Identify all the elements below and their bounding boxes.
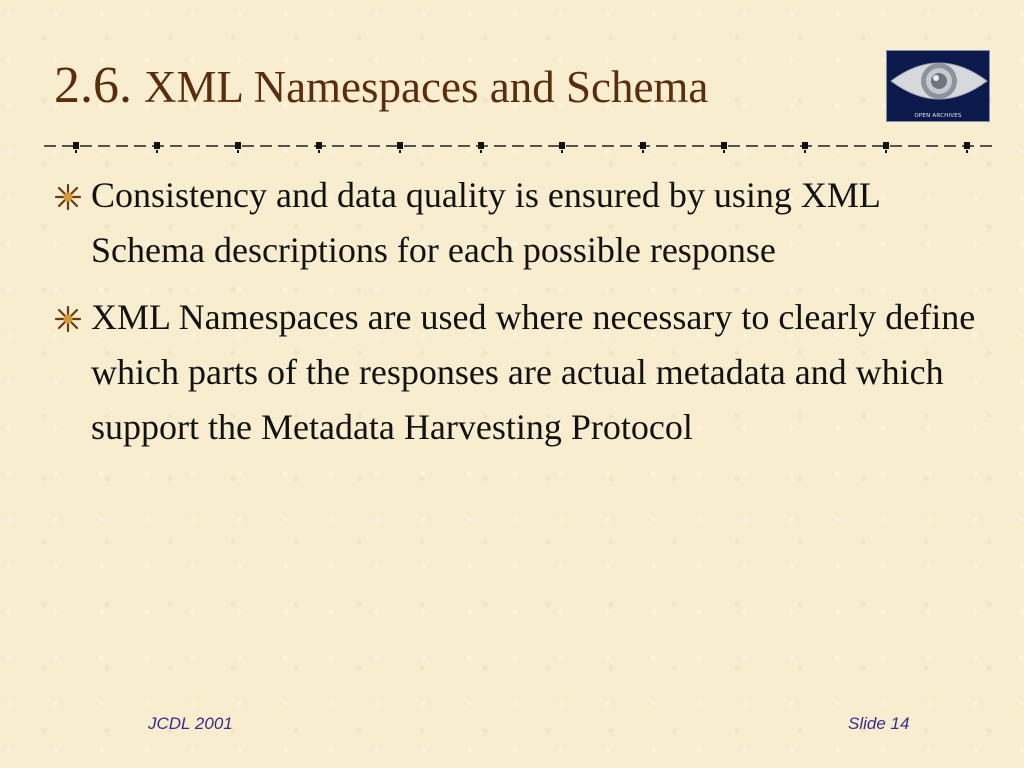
bullet-text: Consistency and data quality is ensured by using XML Schema descriptions for each possible response [91,175,880,270]
bullet-list [54,168,994,467]
eye-logo-icon [887,51,991,111]
slide-title [54,56,708,115]
slide-title-text: XML Namespaces and Schema [144,62,709,112]
slide-title-number: 2.6. [54,57,132,114]
open-archives-logo [886,50,990,122]
star-bullet-icon [54,183,82,211]
bullet-text: XML Namespaces are used where necessary to clearly define which parts of the responses are actual metadata and which support the Metadata Harvesting Protocol [91,297,976,447]
star-bullet-icon [54,305,82,333]
decorative-divider [44,136,992,156]
logo-label: OPEN ARCHIVES [914,113,962,119]
bullet-item [54,290,994,455]
footer-slide-number: Slide 14 [848,714,910,733]
footer-conference: JCDL 2001 [148,714,233,733]
bullet-item [54,168,994,278]
